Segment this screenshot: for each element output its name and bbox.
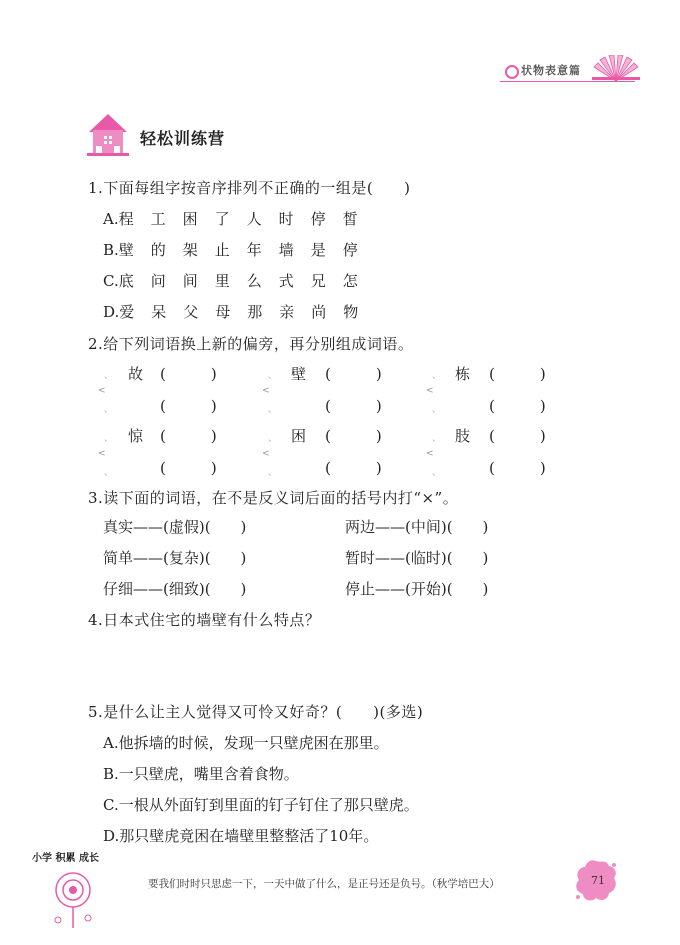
option-letter: C. [103, 272, 119, 290]
q2-text: 2.给下列词语换上新的偏旁，再分别组成词语。 [88, 335, 414, 353]
q2-char: 惊 [128, 427, 144, 445]
q1-text: 1.下面每组字按音序排列不正确的一组是( ) [88, 179, 411, 197]
q3-pair-left[interactable]: 简单——(复杂)( ) [103, 549, 247, 567]
answer-paren[interactable]: ( ) [160, 427, 217, 445]
q5-text: 5.是什么让主人觉得又可怜又好奇？( )(多选) [88, 703, 424, 721]
q3-pair-right[interactable]: 两边——(中间)( ) [345, 518, 489, 536]
q5-option-d[interactable]: D.那只壁虎竟困在墙壁里整整活了10年。 [103, 827, 379, 845]
q1-option-a[interactable] [103, 208, 375, 229]
answer-paren[interactable]: ( ) [489, 427, 546, 445]
option-chars: 爱 呆 父 母 那 亲 尚 物 [119, 303, 359, 321]
option-chars: 程 工 困 了 人 时 停 皙 [118, 210, 358, 228]
q5-option-c[interactable]: C.一根从外面钉到里面的钉子钉住了那只壁虎。 [103, 796, 419, 814]
option-chars: 壁 的 架 止 年 墙 是 停 [118, 241, 358, 259]
q3-pair-right[interactable]: 停止——(开始)( ) [345, 580, 489, 598]
q1-option-b[interactable] [103, 239, 375, 260]
spiral-icon [505, 65, 519, 79]
q2-char: 栋 [455, 365, 471, 383]
answer-paren[interactable]: ( ) [489, 365, 546, 383]
q3-pair-right[interactable]: 暂时——(临时)( ) [345, 549, 489, 567]
header-rule [500, 81, 635, 82]
sunburst-icon [592, 55, 640, 81]
q4-text: 4.日本式住宅的墙壁有什么特点？ [88, 611, 321, 629]
q3-pair-left[interactable]: 仔细——(细致)( ) [103, 580, 247, 598]
answer-paren[interactable]: ( ) [325, 397, 382, 415]
answer-paren[interactable]: ( ) [489, 459, 546, 477]
footer-quote: 要我们时时只思虑一下，一天中做了什么，是正号还是负号。（秋学培巴大） [148, 878, 500, 890]
q5-option-b[interactable]: B.一只壁虎，嘴里含着食物。 [103, 765, 299, 783]
answer-paren[interactable]: ( ) [325, 427, 382, 445]
q3-text: 3.读下面的词语，在不是反义词后面的括号内打“×”。 [88, 489, 459, 507]
section-title: 轻松训练营 [140, 129, 226, 148]
option-letter: D. [103, 303, 120, 321]
footer-logo [30, 850, 105, 935]
header [0, 55, 680, 85]
footer-logo-text: 小学 积累 成长 [32, 853, 99, 864]
option-letter: B. [103, 241, 119, 259]
answer-paren[interactable]: ( ) [325, 365, 382, 383]
page-number: 71 [591, 874, 605, 887]
house-icon [85, 110, 131, 156]
option-chars: 底 问 间 里 么 式 兄 怎 [118, 272, 358, 290]
answer-paren[interactable]: ( ) [325, 459, 382, 477]
q5-option-a[interactable]: A.他拆墙的时候，发现一只壁虎困在那里。 [103, 734, 389, 752]
q2-char: 故 [128, 365, 144, 383]
answer-paren[interactable]: ( ) [160, 397, 217, 415]
option-letter: A. [103, 210, 119, 228]
answer-paren[interactable]: ( ) [489, 397, 546, 415]
answer-paren[interactable]: ( ) [160, 365, 217, 383]
q2-char: 肢 [455, 427, 471, 445]
q1-option-d[interactable] [103, 301, 375, 322]
q3-pair-left[interactable]: 真实——(虚假)( ) [103, 518, 247, 536]
answer-paren[interactable]: ( ) [160, 459, 217, 477]
pinwheel-icon [48, 870, 98, 930]
q1-option-c[interactable] [103, 270, 375, 291]
q2-char: 壁 [291, 365, 307, 383]
header-label: 状物表意篇 [521, 64, 581, 77]
q4-answer-area[interactable] [100, 640, 580, 695]
q2-char: 困 [291, 427, 307, 445]
